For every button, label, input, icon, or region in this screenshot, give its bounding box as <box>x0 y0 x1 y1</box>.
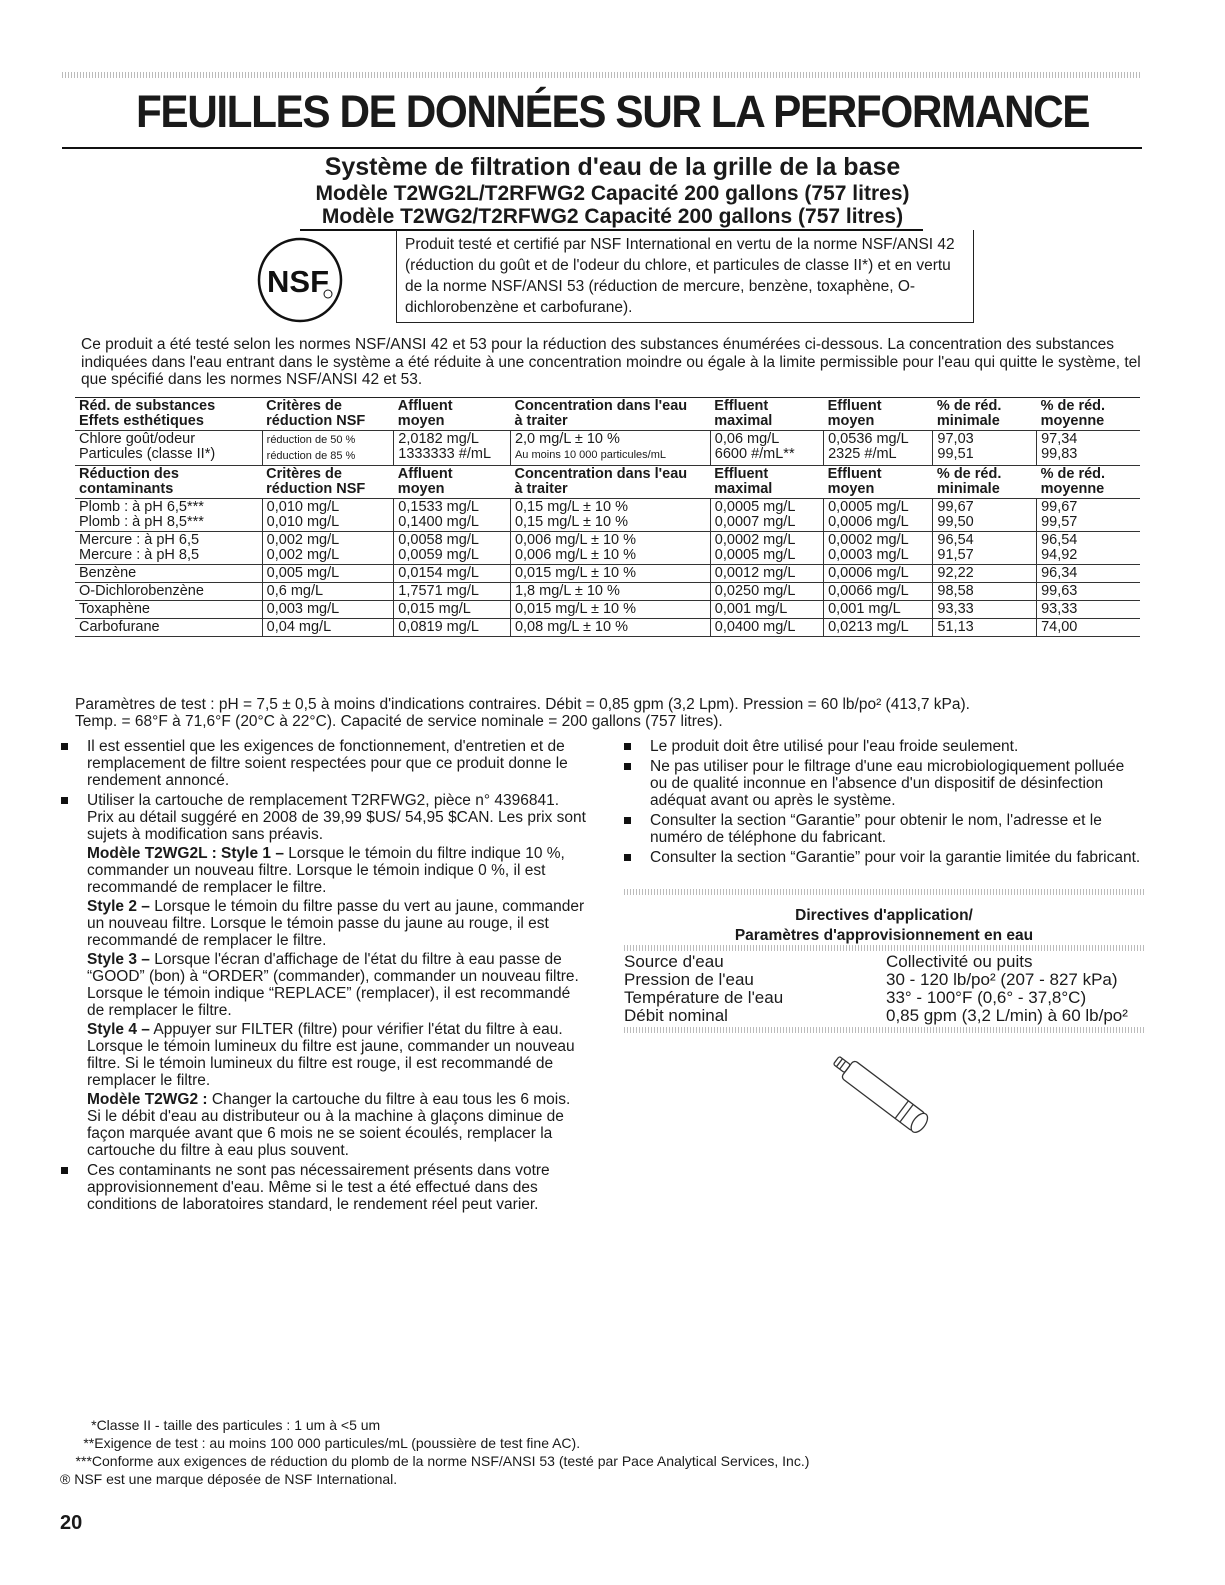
table-cell: 0,003 mg/L <box>262 601 394 619</box>
style-2-label: Style 2 – <box>87 898 150 915</box>
style-4-label: Style 4 – <box>87 1021 150 1038</box>
table-cell: Chlore goût/odeur Particules (classe II*) <box>75 431 262 466</box>
table-header-cell: Effluent moyen <box>824 466 933 499</box>
bullet-item <box>61 792 586 1159</box>
directives-title-line-2: Paramètres d'approvisionnement en eau <box>734 927 1034 944</box>
bullet-item: Consulter la section “Garantie” pour obtenir le nom, l'adresse et le numéro de téléphone du fabricant. <box>624 812 1144 846</box>
table-cell: 99,67 99,57 <box>1037 499 1140 532</box>
table-cell: Benzène <box>75 565 262 583</box>
table-header-cell: Affluent moyen <box>394 398 511 431</box>
table-header-cell: Concentration dans l'eau à traiter <box>510 466 710 499</box>
table-cell: 0,0400 mg/L <box>710 619 823 637</box>
table-cell: 93,33 <box>1037 601 1140 619</box>
table-row <box>75 532 1140 565</box>
table-cell: 0,015 mg/L ± 10 % <box>510 601 710 619</box>
directives-table <box>624 953 1144 1025</box>
table-cell: 97,34 99,83 <box>1037 431 1140 466</box>
table-cell: Toxaphène <box>75 601 262 619</box>
table-cell: 98,58 <box>933 583 1037 601</box>
style-1-note <box>87 845 586 896</box>
table-header-cell: Effluent maximal <box>710 398 823 431</box>
model-line-2: Modèle T2WG2/T2RFWG2 Capacité 200 gallons (757 litres) <box>321 205 904 228</box>
bullet-item: Il est essentiel que les exigences de fonctionnement, d'entretien et de remplacement de filtre soient respectées pour que ce produit donne le rendement annoncé. <box>61 738 586 789</box>
directives-mid-rule <box>624 945 1144 951</box>
table-cell: 99,67 99,50 <box>933 499 1037 532</box>
directives-row <box>624 989 1144 1007</box>
table-cell: 0,15 mg/L ± 10 % 0,15 mg/L ± 10 % <box>510 499 710 532</box>
model-t2wg2-note <box>87 1091 586 1159</box>
table-cell: 96,54 91,57 <box>933 532 1037 565</box>
table-cell: 0,015 mg/L ± 10 % <box>510 565 710 583</box>
test-parameters-line-2: Temp. = 68°F à 71,6°F (20°C à 22°C). Capacité de service nominale = 200 gallons (757 litres). <box>75 713 723 730</box>
table-cell: 0,002 mg/L 0,002 mg/L <box>262 532 394 565</box>
table-cell: 0,010 mg/L 0,010 mg/L <box>262 499 394 532</box>
table-cell: 99,63 <box>1037 583 1140 601</box>
subtitle: Système de filtration d'eau de la grille de la base <box>324 153 901 181</box>
table-cell: 0,6 mg/L <box>262 583 394 601</box>
table-cell: 0,0002 mg/L 0,0003 mg/L <box>824 532 933 565</box>
table-cell: 0,006 mg/L ± 10 % 0,006 mg/L ± 10 % <box>510 532 710 565</box>
table-cell: 96,34 <box>1037 565 1140 583</box>
footnote: ***Conforme aux exigences de réduction du plomb de la norme NSF/ANSI 53 (testé par Pace Analytical Services, Inc.) <box>60 1453 810 1469</box>
table-cell: 1,7571 mg/L <box>394 583 511 601</box>
table-cell: 74,00 <box>1037 619 1140 637</box>
table-header-cell: % de réd. moyenne <box>1037 466 1140 499</box>
table-header-cell: Réd. de substances Effets esthétiques <box>75 398 262 431</box>
directives-row <box>624 971 1144 989</box>
table-cell: 96,54 94,92 <box>1037 532 1140 565</box>
style-2-note <box>87 898 586 949</box>
page-title: FEUILLES DE DONNÉES SUR LA PERFORMANCE <box>135 86 1090 137</box>
table-cell: 2,0182 mg/L 1333333 #/mL <box>394 431 511 466</box>
style-1-text: Lorsque le témoin du filtre indique 10 %, commander un nouveau filtre. Lorsque le témoin indique 0 %, il est recommandé de remplacer le filtre. <box>87 845 565 896</box>
table-cell: 0,0066 mg/L <box>824 583 933 601</box>
table-cell: 0,0005 mg/L 0,0006 mg/L <box>824 499 933 532</box>
table-header-cell: Réduction des contaminants <box>75 466 262 499</box>
model-t2wg2-label: Modèle T2WG2 : <box>87 1091 208 1108</box>
page-number: 20 <box>60 1512 83 1534</box>
directives-label: Pression de l'eau <box>624 970 754 989</box>
table-cell: 0,08 mg/L ± 10 % <box>510 619 710 637</box>
top-dotted-rule <box>62 72 1142 78</box>
table-cell: 0,0154 mg/L <box>394 565 511 583</box>
table-cell: 1,8 mg/L ± 10 % <box>510 583 710 601</box>
model-line-1: Modèle T2WG2L/T2RFWG2 Capacité 200 gallons (757 litres) <box>315 182 910 205</box>
intro-paragraph: Ce produit a été testé selon les normes NSF/ANSI 42 et 53 pour la réduction des substances énumérées ci-dessous. La concentration des substances indiquées dans l'eau entrant dans le système a été réduite à une concentration moindre ou égale à la limite permissible pour l'eau qui quitte le système, tel que spécifié dans les normes NSF/ANSI 42 et 53. <box>81 336 1141 388</box>
table-cell: 51,13 <box>933 619 1037 637</box>
table-cell: 0,0819 mg/L <box>394 619 511 637</box>
table-header-cell: % de réd. moyenne <box>1037 398 1140 431</box>
table-row <box>75 565 1140 583</box>
table-cell: 0,0002 mg/L 0,0005 mg/L <box>710 532 823 565</box>
test-parameters <box>75 696 1145 730</box>
style-3-text: Lorsque l'écran d'affichage de l'état du filtre à eau passe de “GOOD” (bon) à “ORDER” (commander), commander un nouveau filtre. Lorsque le témoin indique “REPLACE” (remplacer), il est recommandé de remplacer le filtre. <box>87 951 579 1019</box>
right-column <box>624 738 1144 869</box>
directives-row <box>624 1007 1144 1025</box>
certification-box: Produit testé et certifié par NSF International en vertu de la norme NSF/ANSI 42 (réduction du goût et de l'odeur du chlore, et particules de classe II*) et en vertu de la norme NSF/ANSI 53 (réduction de mercure, benzène, toxaphène, O-dichlorobenzène et carbofurane). <box>396 230 974 323</box>
table-cell: O-Dichlorobenzène <box>75 583 262 601</box>
footnotes <box>60 1416 809 1488</box>
table-cell: 0,015 mg/L <box>394 601 511 619</box>
table-cell: 0,005 mg/L <box>262 565 394 583</box>
model-t2wg2-text: Changer la cartouche du filtre à eau tous les 6 mois. Si le débit d'eau au distributeur ou à la machine à glaçons diminue de façon marquée avant que 6 mois ne se soient écoulés, remplacer la cartouche du filtre à eau plus souvent. <box>87 1091 571 1159</box>
table-header-row <box>75 398 1140 431</box>
table-cell: 93,33 <box>933 601 1037 619</box>
table-cell: 0,0012 mg/L <box>710 565 823 583</box>
style-3-label: Style 3 – <box>87 951 150 968</box>
style-1-label: Modèle T2WG2L : Style 1 – <box>87 845 284 862</box>
table-cell: 0,0213 mg/L <box>824 619 933 637</box>
table-cell: 0,0006 mg/L <box>824 565 933 583</box>
footnote: *Classe II - taille des particules : 1 um à <5 um <box>60 1417 381 1433</box>
table-cell: 0,0058 mg/L 0,0059 mg/L <box>394 532 511 565</box>
left-column <box>61 738 586 1216</box>
table-cell: Plomb : à pH 6,5*** Plomb : à pH 8,5*** <box>75 499 262 532</box>
table-cell: 0,001 mg/L <box>824 601 933 619</box>
directives-value: 0,85 gpm (3,2 L/min) à 60 lb/po² <box>886 1006 1128 1025</box>
table-cell: 0,0536 mg/L 2325 #/mL <box>824 431 933 466</box>
table-cell: 0,001 mg/L <box>710 601 823 619</box>
footnote: **Exigence de test : au moins 100 000 particules/mL (poussière de test fine AC). <box>60 1435 581 1451</box>
table-cell: 97,03 99,51 <box>933 431 1037 466</box>
table-cell: 0,1533 mg/L 0,1400 mg/L <box>394 499 511 532</box>
directives-title <box>624 906 1144 946</box>
table-row <box>75 499 1140 532</box>
directives-value: 30 - 120 lb/po² (207 - 827 kPa) <box>886 970 1118 989</box>
directives-top-rule <box>624 889 1144 895</box>
table-header-cell: Affluent moyen <box>394 466 511 499</box>
style-4-note <box>87 1021 586 1089</box>
performance-table <box>75 397 1140 637</box>
table-cell: Mercure : à pH 6,5 Mercure : à pH 8,5 <box>75 532 262 565</box>
directives-label: Source d'eau <box>624 952 724 971</box>
directives-bottom-rule <box>624 1027 1144 1033</box>
bullet-text: Utiliser la cartouche de remplacement T2RFWG2, pièce n° 4396841. Prix au détail suggéré en 2008 de 39,99 $US/ 54,95 $CAN. Les prix sont sujets à modification sans préavis. <box>87 792 586 843</box>
table-row <box>75 583 1140 601</box>
table-header-cell: % de réd. minimale <box>933 466 1037 499</box>
table-header-cell: Critères de réduction NSF <box>262 398 394 431</box>
table-row <box>75 431 1140 466</box>
filter-cartridge-illustration <box>818 1048 958 1153</box>
table-header-row <box>75 466 1140 499</box>
directives-label: Température de l'eau <box>624 988 784 1007</box>
directives-value: Collectivité ou puits <box>886 952 1033 971</box>
nsf-logo-text: NSF <box>267 264 329 299</box>
table-header-cell: Effluent moyen <box>824 398 933 431</box>
table-cell: 0,0250 mg/L <box>710 583 823 601</box>
test-parameters-line-1: Paramètres de test : pH = 7,5 ± 0,5 à moins d'indications contraires. Débit = 0,85 gpm (3,2 Lpm). Pression = 60 lb/po² (413,7 kPa). <box>75 696 970 713</box>
table-cell: 0,04 mg/L <box>262 619 394 637</box>
directives-row <box>624 953 1144 971</box>
bullet-item: Consulter la section “Garantie” pour voir la garantie limitée du fabricant. <box>624 849 1144 866</box>
style-4-text: Appuyer sur FILTER (filtre) pour vérifier l'état du filtre à eau. Lorsque le témoin lumineux du filtre est jaune, commander un nouveau filtre. Si le témoin lumineux du filtre est rouge, il est recommandé de remplacer le filtre. <box>87 1021 575 1089</box>
directives-title-line-1: Directives d'application/ <box>795 907 973 924</box>
table-header-cell: % de réd. minimale <box>933 398 1037 431</box>
style-3-note <box>87 951 586 1019</box>
bullet-item: Ces contaminants ne sont pas nécessairement présents dans votre approvisionnement d'eau. Même si le test a été effectué dans des conditions de laboratoires standard, le rendement réel peut varier. <box>61 1162 586 1213</box>
table-header-cell: Critères de réduction NSF <box>262 466 394 499</box>
table-cell: réduction de 50 % réduction de 85 % <box>262 431 394 466</box>
table-header-cell: Effluent maximal <box>710 466 823 499</box>
table-cell: 92,22 <box>933 565 1037 583</box>
table-cell: 2,0 mg/L ± 10 % Au moins 10 000 particules/mL <box>510 431 710 466</box>
table-cell: 0,06 mg/L 6600 #/mL** <box>710 431 823 466</box>
title-rule <box>62 147 1142 149</box>
table-row <box>75 619 1140 637</box>
nsf-logo-icon <box>256 236 344 329</box>
table-cell: Carbofurane <box>75 619 262 637</box>
directives-label: Débit nominal <box>624 1006 728 1025</box>
table-row <box>75 601 1140 619</box>
table-cell: 0,0005 mg/L 0,0007 mg/L <box>710 499 823 532</box>
bullet-item: Ne pas utiliser pour le filtrage d'une eau microbiologiquement polluée ou de qualité inconnue en l'absence d'un dispositif de désinfection adéquat avant ou après le système. <box>624 758 1144 809</box>
footnote: ® NSF est une marque déposée de NSF International. <box>60 1471 398 1487</box>
style-2-text: Lorsque le témoin du filtre passe du vert au jaune, commander un nouveau filtre. Lorsque le témoin passe du jaune au rouge, il est recommandé de remplacer le filtre. <box>87 898 585 949</box>
table-header-cell: Concentration dans l'eau à traiter <box>510 398 710 431</box>
bullet-item: Le produit doit être utilisé pour l'eau froide seulement. <box>624 738 1144 755</box>
directives-value: 33° - 100°F (0,6° - 37,8°C) <box>886 988 1087 1007</box>
